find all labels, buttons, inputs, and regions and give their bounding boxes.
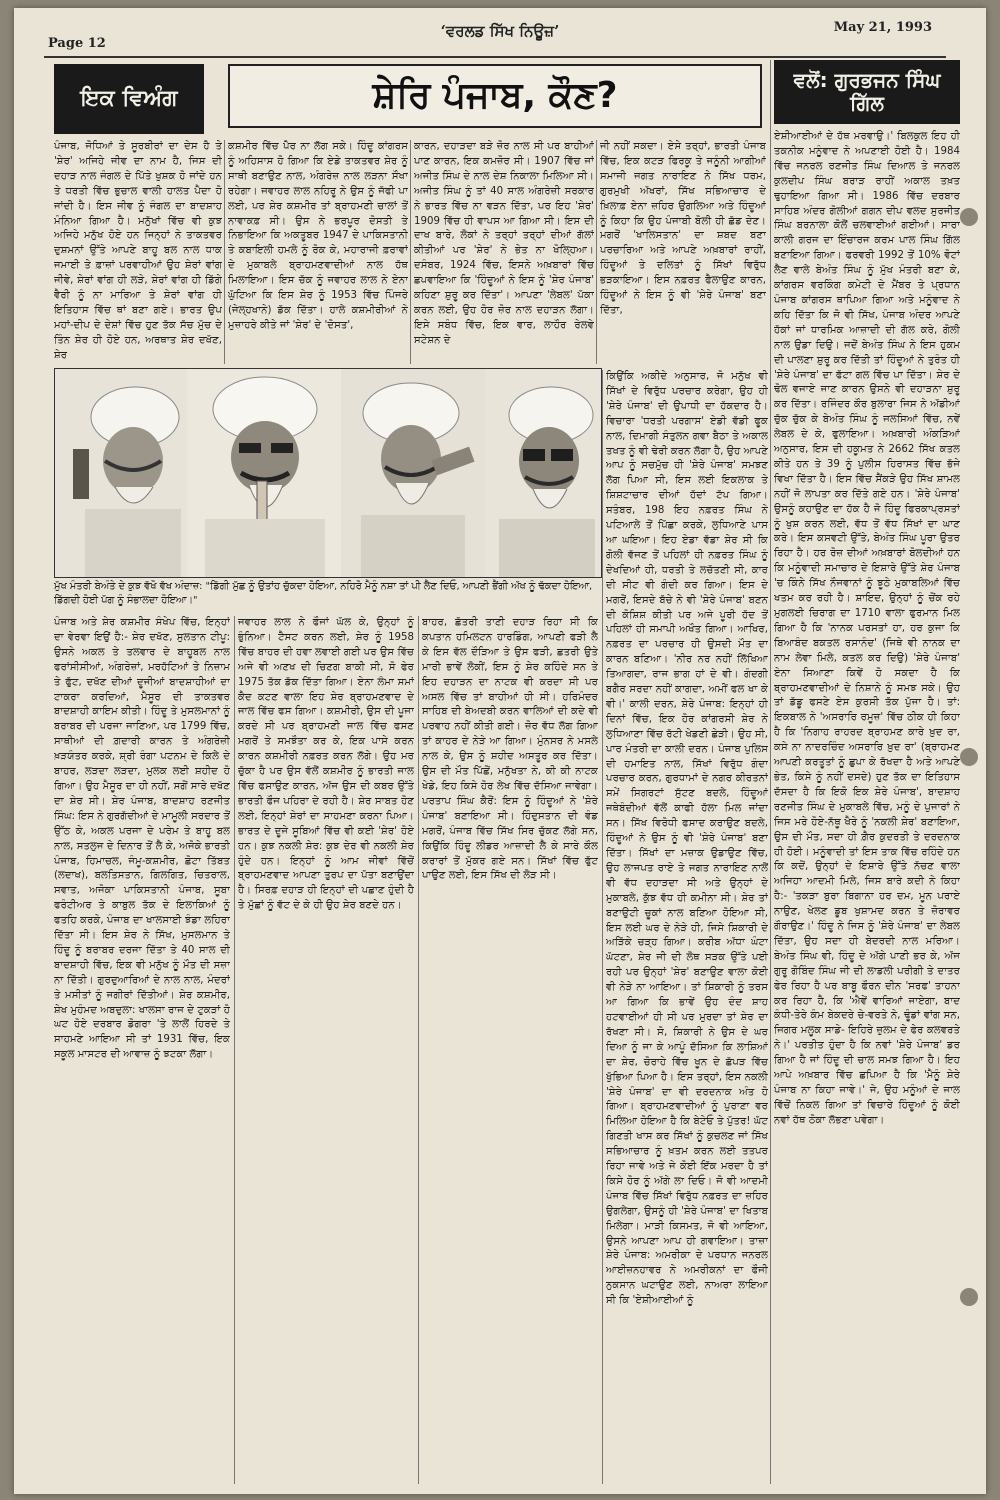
article-column-2 [228, 140, 408, 364]
article-column-7 [422, 616, 598, 1484]
photo-caption: ਮੁੱਖ ਮੰਤਰੀ ਬੇਅੰਤੇ ਦੇ ਕੁਝ ਵੱਖੋ ਵੱਖ ਅੰਦਾਜ਼: "ਡਿੱਗੀ ਮੁੱਛ ਨੂੰ ਉਤਾਂਹ ਚੁੱਕਦਾ ਹੋਇਆ, ਨਹਿਰੋ ਮੈਨੂੰ ਨਸ਼ਾ ਤਾਂ ਪੀ ਲੈਣ ਦਿਓ, ਆਪਣੀ ਭੈਂਗੀ ਅੱਖ ਨੂੰ ਢੱਕਦਾ ਹੋਇਆ, ਡਿੱਗਦੀ ਹੋਈ ਪੱਗ ਨੂੰ ਸੰਭਾਲਦਾ ਹੋਇਆ।" [54, 581, 593, 606]
column-divider [596, 140, 597, 364]
portrait-photo-1 [55, 369, 187, 577]
column-divider [410, 140, 411, 364]
article-column-5 [54, 616, 230, 1484]
article-column-right [774, 130, 960, 1484]
author-byline [774, 60, 960, 124]
article-headline [228, 64, 762, 128]
article-column-3 [414, 140, 594, 364]
column-text: ਜਵਾਹਰ ਲਾਲ ਨੇ ਫੌਜਾਂ ਘੱਲ ਕੇ, ਉਨ੍ਹਾਂ ਨੂੰ ਭੁੰਨਿਆ। ਟੈਸਟ ਕਰਨ ਲਈ, ਸ਼ੇਰ ਨੂੰ 1958 ਵਿੱਚ ਬਾਹਰ ਦੀ ਹਵਾ ਲਵਾਈ ਗਈ ਪਰ ਉਸ ਵਿੱਚ ਅਜੇ ਵੀ ਅਣਖ ਦੀ ਚਿਣਗ ਬਾਕੀ ਸੀ, ਸੋ ਫੇਰ 1975 ਤੱਕ ਡੱਕ ਦਿੱਤਾ ਗਿਆ। ਏਨਾ ਲੰਮਾ ਸਮਾਂ ਕੈਦ ਕਟਣ ਵਾਲਾ ਇਹ ਸ਼ੇਰ ਬ੍ਰਾਹਮਣਵਾਦ ਦੇ ਜਾਲ ਵਿੱਚ ਫਸ ਗਿਆ। ਕਸ਼ਮੀਰੀ, ਉਸ ਦੀ ਪੂਜਾ ਕਰਦੇ ਸੀ ਪਰ ਬ੍ਰਾਹਮਣੀ ਜਾਲ ਵਿੱਚ ਫਸਣ ਮਗਰੋਂ ਤੇ ਸਮਝੌਤਾ ਕਰ ਕੇ, ਇਕ ਪਾਸੇ ਕਰਨ ਕਾਰਨ ਕਸ਼ਮੀਰੀ ਨਫ਼ਰਤ ਕਰਨ ਲੱਗੇ। ਉਹ ਮਰ ਚੁੱਕਾ ਹੈ ਪਰ ਉਸ ਵੱਲੋਂ ਕਸ਼ਮੀਰ ਨੂੰ ਭਾਰਤੀ ਜਾਲ ਵਿੱਚ ਫਸਾਉਣ ਕਾਰਨ, ਅੱਜ ਉਸ ਦੀ ਕਬਰ ਉੱਤੇ ਭਾਰਤੀ ਫੌਜ ਪਹਿਰਾ ਦੇ ਰਹੀ ਹੈ। ਸ਼ੇਰ ਸਾਬਤ ਹੋਣ ਲਈ, ਇਨ੍ਹਾਂ ਸ਼ੇਰਾਂ ਦਾ ਸਾਹਮਣਾ ਕਰਨਾ ਪਿਆ। ਭਾਰਤ ਦੇ ਦੂਜੇ ਸੂਬਿਆਂ ਵਿੱਚ ਵੀ ਕਈ 'ਸ਼ੇਰ' ਹੋਏ ਹਨ। ਕੁਝ ਨਕਲੀ ਸ਼ੇਰ: ਕੁਝ ਦੇਰ ਵੀ ਨਕਲੀ ਸ਼ੇਰ ਹੁੰਦੇ ਹਨ। ਇਨ੍ਹਾਂ ਨੂੰ ਆਮ ਜੀਵਾਂ ਵਿੱਚੋਂ ਬ੍ਰਾਹਮਣਵਾਦ ਆਪਣਾ ਤੁਰਪ ਦਾ ਪੱਤਾ ਬਣਾਉਂਦਾ ਹੈ। ਸਿਰਫ਼ ਦਹਾੜ ਹੀ ਇਨ੍ਹਾਂ ਦੀ ਪਛਾਣ ਹੁੰਦੀ ਹੈ ਤੇ ਮੁੱਛਾਂ ਨੂੰ ਵੱਟ ਦੇ ਕੇ ਹੀ ਉਹ ਸ਼ੇਰ ਬਣਦੇ ਹਨ। [238, 617, 414, 912]
column-divider [224, 140, 225, 364]
photo-frame-2 [187, 369, 342, 577]
binder-hole [960, 1288, 978, 1306]
photo-frame-1 [55, 369, 188, 577]
masthead [14, 8, 986, 56]
article-column-1 [54, 140, 222, 364]
column-text: ਪੰਜਾਬ, ਜੋਧਿਆਂ ਤੇ ਸੂਰਬੀਰਾਂ ਦਾ ਦੇਸ ਹੈ ਤੇ 'ਸ਼ੇਰ' ਅਜਿਹੇ ਜੀਵ ਦਾ ਨਾਮ ਹੈ, ਜਿਸ ਦੀ ਦਹਾੜ ਨਾਲ ਜੰਗਲ ਦੇ ਪਿੱਤੇ ਖੁਸ਼ਕ ਹੋ ਜਾਂਦੇ ਹਨ ਤੇ ਧਰਤੀ ਵਿੱਚ ਭੁਚਾਲ ਵਾਲੀ ਹਾਲਤ ਪੈਦਾ ਹੋ ਜਾਂਦੀ ਹੈ। ਇਸ ਜੀਵ ਨੂੰ ਜੰਗਲ ਦਾ ਬਾਦਸ਼ਾਹ ਮੰਨਿਆ ਗਿਆ ਹੈ। ਮਨੁੱਖਾਂ ਵਿੱਚ ਵੀ ਕੁਝ ਅਜਿਹੇ ਮਨੁੱਖ ਹੋਏ ਹਨ ਜਿਨ੍ਹਾਂ ਨੇ ਤਾਕਤਵਰ ਦੁਸ਼ਮਨਾਂ ਉੱਤੇ ਆਪਣੇ ਬਾਹੂ ਬਲ ਨਾਲ ਧਾਕ ਜਮਾਈ ਤੇ ਫ਼ਾਜ਼ਾਂ ਪਰਵਾਹੀਆਂ ਉਹ ਸ਼ੇਰਾਂ ਵਾਂਗ ਜੀਵੇ, ਸ਼ੇਰਾਂ ਵਾਂਗ ਹੀ ਲੜੇ, ਸ਼ੇਰਾਂ ਵਾਂਗ ਹੀ ਡਿੱਗੇ ਵੈਰੀ ਨੂੰ ਨਾ ਮਾਰਿਆ ਤੇ ਸ਼ੇਰਾਂ ਵਾਂਗ ਹੀ ਇਤਿਹਾਸ ਵਿੱਚ ਥਾਂ ਬਣਾ ਗਏ। ਭਾਰਤ ਉਪ ਮਹਾਂ-ਦੀਪ ਦੇ ਦੇਸ਼ਾਂ ਵਿੱਚ ਹੁਣ ਤੱਕ ਸੱਚ ਮੁੱਚ ਦੇ ਤਿੰਨ ਸ਼ੇਰ ਹੀ ਹੋਏ ਹਨ, ਅਰਥਾਤ ਸ਼ੇਰ ਦਖੱਣ, ਸ਼ੇਰ [54, 141, 222, 361]
column-text: ਜੀ ਨਹੀਂ ਸਕਦਾ। ਏਸੇ ਤਰ੍ਹਾਂ, ਭਾਰਤੀ ਪੰਜਾਬ ਵਿੱਚ, ਇਕ ਕਟੜ ਫਿਰਕੂ ਤੇ ਜਨੂੰਨੀ ਆਗੀਆਂ ਸਮਾਜੀ ਜਗਤ ਨਾਰਾਇਣ ਨੇ ਸਿੱਖ ਧਰਮ, ਗੁਰਮੁਖੀ ਅੱਖਰਾਂ, ਸਿੱਖ ਸਭਿਆਚਾਰ ਦੇ ਖ਼ਿਲਾਫ਼ ਏਨਾ ਜ਼ਹਿਰ ਉਗਲਿਆ ਅਤੇ ਹਿੰਦੂਆਂ ਨੂੰ ਕਿਹਾ ਕਿ ਉਹ ਪੰਜਾਬੀ ਬੋਲੀ ਹੀ ਛੱਡ ਦੇਣ। ਮਗਰੋਂ 'ਖਾਲਿਸਤਾਨ' ਦਾ ਸ਼ਬਦ ਬਣਾ ਪਰਚਾਰਿਆ ਅਤੇ ਆਪਣੇ ਅਖ਼ਬਾਰਾਂ ਰਾਹੀਂ, ਹਿੰਦੂਆਂ ਤੇ ਦਲਿਤਾਂ ਨੂੰ ਸਿੱਖਾਂ ਵਿਰੁੱਧ ਭੜਕਾਇਆ। ਇਸ ਨਫ਼ਰਤ ਫੈਲਾਉਣ ਕਾਰਨ, ਹਿੰਦੂਆਂ ਨੇ ਇਸ ਨੂੰ ਵੀ 'ਸ਼ੇਰੇ ਪੰਜਾਬ' ਬਣਾ ਦਿੱਤਾ, [600, 141, 766, 316]
newspaper-name: ‘ਵਰਲਡ ਸਿੱਖ ਨਿਊਜ਼’ [440, 22, 560, 40]
portrait-photo-2 [187, 369, 341, 577]
author-byline-text: ਵਲੋਂ: ਗੁਰਭਜਨ ਸਿੰਘ ਗਿੱਲ [793, 68, 941, 115]
column-text: ਬਾਹਰ, ਛੱਤਰੀ ਤਾਣੀ ਦਹਾੜ ਰਿਹਾ ਸੀ ਕਿ ਕਪਤਾਨ ਹਮਿਲਟਨ ਹਾਰਡਿੰਗ, ਆਪਣੀ ਫੜੀ ਲੈ ਕੇ ਇਸ ਵੱਲ ਦੌੜਿਆ ਤੇ ਉਸ ਫੜੀ, ਛਤਰੀ ਉਤੇ ਮਾਰੀ ਭਾਵੇਂ ਲੋਕੀਂ, ਇਸ ਨੂੰ ਸ਼ੇਰ ਕਹਿੰਦੇ ਸਨ ਤੇ ਇਹ ਦਹਾੜਨ ਦਾ ਨਾਟਕ ਵੀ ਕਰਦਾ ਸੀ ਪਰ ਅਸਲ ਵਿੱਚ ਤਾਂ ਬਾਹੀਆਂ ਹੀ ਸੀ। ਹਰਿਮੰਦਰ ਸਾਹਿਬ ਦੀ ਬੇਅਦਬੀ ਕਰਨ ਵਾਲਿਆਂ ਦੀ ਕਦੇ ਵੀ ਪਰਵਾਹ ਨਹੀਂ ਕੀਤੀ ਗਈ। ਜ਼ੋਰ ਵੱਧ ਲੱਗ ਗਿਆ ਤਾਂ ਕਾਹਰ ਦੇ ਨੇੜੇ ਆ ਗਿਆ। ਮੁੰਨਸਰ ਨੇ ਮਸਲੇ ਨਾਲ ਕੇ, ਉਸ ਨੂੰ ਸ਼ਹੀਦ ਅਸਤੂਰ ਕਰ ਦਿੱਤਾ। ਉਸ ਦੀ ਮੌਤ ਪਿੱਛੋਂ, ਮਨੁੱਖਤਾ ਨੇ, ਕੀ ਕੀ ਨਾਟਕ ਖੇਡੇ, ਇਹ ਕਿਸੇ ਹੋਰ ਲੇਖ ਵਿੱਚ ਦੱਸਿਆ ਜਾਵੇਗਾ। ਪਰਤਾਪ ਸਿੰਘ ਕੈਰੋਂ: ਇਸ ਨੂੰ ਹਿੰਦੂਆਂ ਨੇ 'ਸ਼ੇਰੇ ਪੰਜਾਬ' ਬਣਾਇਆ ਸੀ। ਹਿੰਦੁਸਤਾਨ ਦੀ ਵੰਡ ਮਗਰੋਂ, ਪੰਜਾਬ ਵਿੱਚ ਸਿੱਖ ਸਿਰ ਚੁੱਕਣ ਲੱਗੇ ਸਨ, ਕਿਉਂਕਿ ਹਿੰਦੂ ਲੀਡਰ ਆਜ਼ਾਦੀ ਲੈ ਕੇ ਸਾਰੇ ਕੌਲ ਕਰਾਰਾਂ ਤੋਂ ਮੁੱਕਰ ਗਏ ਸਨ। ਸਿੱਖਾਂ ਵਿੱਚ ਫੁੱਟ ਪਾਉਣ ਲਈ, ਇਸ ਸਿੱਖ ਦੀ ਲੋੜ ਸੀ। [422, 617, 598, 882]
issue-date: May 21, 1993 [833, 20, 932, 35]
photo-strip [54, 368, 602, 578]
page-number: Page 12 [48, 36, 106, 51]
column-text: ਕਾਰਨ, ਦਹਾੜਦਾ ਬੜੇ ਜ਼ੋਰ ਨਾਲ ਸੀ ਪਰ ਬਾਹੀਆਂ ਪਾਣ ਕਾਰਨ, ਇਕ ਕਮਜ਼ੋਰ ਸੀ। 1907 ਵਿੱਚ ਜਾਂ ਅਜੀਤ ਸਿੰਘ ਦੇ ਨਾਲ ਦੇਸ਼ ਨਿਕਾਲਾ ਮਿਲਿਆ ਸੀ। ਅਜੀਤ ਸਿੰਘ ਨੂੰ ਤਾਂ 40 ਸਾਲ ਅੰਗਰੇਜ਼ੀ ਸਰਕਾਰ ਨੇ ਭਾਰਤ ਵਿੱਚ ਨਾ ਵੜਨ ਦਿੱਤਾ, ਪਰ ਇਹ 'ਸ਼ੇਰ' 1909 ਵਿੱਚ ਹੀ ਵਾਪਸ ਆ ਗਿਆ ਸੀ। ਇਸ ਦੀ ਦਾਖ ਬਾਰੇ, ਲੋਕਾਂ ਨੇ ਤਰ੍ਹਾਂ ਤਰ੍ਹਾਂ ਦੀਆਂ ਗੱਲਾਂ ਕੀਤੀਆਂ ਪਰ 'ਸ਼ੇਰ' ਨੇ ਭੇਤ ਨਾ ਖੋਲ੍ਹਿਆ। ਦਸੰਬਰ, 1924 ਵਿੱਚ, ਇਸਨੇ ਅਖ਼ਬਾਰਾਂ ਵਿੱਚ ਛਪਵਾਇਆ ਕਿ 'ਹਿੰਦੂਆਂ ਨੇ ਇਸ ਨੂੰ 'ਸ਼ੇਰ ਪੰਜਾਬ' ਕਹਿਣਾ ਸ਼ੁਰੂ ਕਰ ਦਿੱਤਾ'। ਆਪਣਾ 'ਲੇਬਲ' ਪੱਕਾ ਕਰਨ ਲਈ, ਉਹ ਹੋਰ ਜ਼ੋਰ ਨਾਲ ਦਹਾੜਨ ਲੱਗਾ। ਇਸੇ ਸਬੰਧ ਵਿੱਚ, ਇਕ ਵਾਰ, ਲਾਹੌਰ ਰੇਲਵੇ ਸਟੇਸ਼ਨ ਦੇ [414, 141, 594, 346]
portrait-photo-4 [485, 369, 601, 577]
binder-hole [960, 748, 978, 766]
masthead-rule [44, 56, 946, 58]
newspaper-page [14, 8, 986, 1494]
column-text: ਕਿਉਂਕਿ ਅਕੀਦੇ ਅਨੁਸਾਰ, ਜੋ ਮਨੁੱਖ ਵੀ ਸਿੱਖਾਂ ਦੇ ਵਿਰੁੱਧ ਪਰਚਾਰ ਕਰੇਗਾ, ਉਹ ਹੀ 'ਸ਼ੇਰੇ ਪੰਜਾਬ' ਦੀ ਉਪਾਧੀ ਦਾ ਹੱਕਦਾਰ ਹੈ। ਵਿਚਾਰਾ 'ਧਰਤੀ ਪਰਗਾਸ' ਏਡੀ ਵੱਡੀ ਫੂਕ ਨਾਲ, ਦਿਮਾਗੀ ਸੰਤੁਲਨ ਗਵਾ ਬੈਠਾ ਤੇ ਅਕਾਲ ਤਖਤ ਨੂੰ ਵੀ ਢੇਰੀ ਕਰਨ ਲੱਗਾ ਹੈ, ਉਹ ਆਪਣੇ ਆਪ ਨੂੰ ਸਚਮੁੱਚ ਹੀ 'ਸ਼ੇਰੇ ਪੰਜਾਬ' ਸਮਝਣ ਲੱਗ ਪਿਆ ਸੀ, ਇਸ ਲਈ ਇਕਲਾਕ ਤੇ ਸ਼ਿਸ਼ਟਾਚਾਰ ਦੀਆਂ ਹੱਦਾਂ ਟੱਪ ਗਿਆ। ਸਤੰਬਰ, 198 ਇਹ ਨਫ਼ਰਤ ਸਿੰਘ ਨੇ ਪਟਿਆਲੇ ਤੋਂ ਪਿੱਛਾ ਕਰਕੇ, ਲੁਧਿਆਣੇ ਪਾਸ ਆ ਘਇਆ। ਇਹ ਏਡਾ ਵੱਡਾ ਸ਼ੇਰ ਸੀ ਕਿ ਗੋਲੀ ਵੱਜਣ ਤੋਂ ਪਹਿਲਾਂ ਹੀ ਨਫ਼ਰਤ ਸਿੰਘ ਨੂੰ ਦੇਖਦਿਆਂ ਹੀ, ਧਰਤੀ ਤੇ ਲਚੱਤਣੀ ਸੀ, ਕਾਰ ਦੀ ਸੀਟ ਵੀ ਗੰਦੀ ਕਰ ਗਿਆ। ਇਸ ਦੇ ਮਗਰੋਂ, ਇਸਦੇ ਬੱਚੇ ਨੇ ਵੀ 'ਸ਼ੇਰੇ ਪੰਜਾਬ' ਬਣਨ ਦੀ ਕੋਸ਼ਿਸ਼ ਕੀਤੀ ਪਰ ਅਜੇ ਪੂਰੀ ਹੱਦ ਤੋਂ ਪਹਿਲਾਂ ਹੀ ਸਮਾਪੀ ਅਖੌਤ ਗਿਆ। ਆਖਿਰ, ਨਫ਼ਰਤ ਦਾ ਪਰਚਾਰ ਹੀ ਉਸਦੀ ਮੌਤ ਦਾ ਕਾਰਨ ਬਣਿਆ। 'ਨੀਰ ਨਰ ਨਹੀਂ ਲਿੱਖਿਆ ਤਿਆਗਦਾ, ਰਾਜ ਭਾਗ ਹਾਂ ਦੇ ਵੀ। ਗੰਦਗੀ ਬਗੈਰ ਸਰਦਾ ਨਹੀਂ ਕਾਗਦਾ, ਅਮੀਂ ਫਲ ਖਾ ਕੇ ਵੀ।' ਕਾਲੀ ਦਰਨ, ਸ਼ੇਰੇ ਪੰਜਾਬ: ਇਨ੍ਹਾਂ ਹੀ ਦਿਨਾਂ ਵਿੱਚ, ਇਕ ਹੋਰ ਕਾਂਗਰਸੀ ਸ਼ੇਰ ਨੇ ਲੁਧਿਆਣਾ ਵਿੱਚ ਰੱਟੀ ਖੇਡਣੀ ਛੇੜੀ। ਉਹ ਸੀ, ਪਾਰ ਮੰਤਰੀ ਦਾ ਕਾਲੀ ਦਰਨ। ਪੰਜਾਬ ਪੁਲਿਸ ਦੀ ਹਮਾਇਤ ਨਾਲ, ਸਿੱਖਾਂ ਵਿਰੁੱਧ ਗੰਦਾ ਪਰਚਾਰ ਕਰਨ, ਗੁਰਧਾਮਾਂ ਦੇ ਨਗਰ ਕੀਰਤਨਾਂ ਸਮੇਂ ਸਿਗਰਟਾਂ ਸੁੱਟਣ ਬਦਲੇ, ਹਿੰਦੂਆਂ ਜਥੇਬੰਦੀਆਂ ਵੱਲੋਂ ਕਾਫੀ ਹੱਲਾ ਮਿਲ ਜਾਂਦਾ ਸਨ। ਸਿੱਖ ਵਿਰੋਧੀ ਫਸਾਦ ਕਰਾਉਣ ਬਦਲੇ, ਹਿੰਦੂਆਂ ਨੇ ਉਸ ਨੂੰ ਵੀ 'ਸ਼ੇਰੇ ਪੰਜਾਬ' ਬਣਾ ਦਿੱਤਾ। ਸਿੱਖਾਂ ਦਾ ਮਜ਼ਾਕ ਉਡਾਉਣ ਵਿੱਚ, ਉਹ ਲਾਜਪਤ ਰਾਏ ਤੇ ਜਗਤ ਨਾਰਾਇਣ ਨਾਲੋਂ ਵੀ ਵੱਧ ਦਹਾੜਦਾ ਸੀ ਅਤੇ ਉਨ੍ਹਾਂ ਦੇ ਮੁਕਾਬਲੇ, ਕੁੱਝ ਵੱਧ ਹੀ ਕਮੀਨਾ ਸੀ। ਸ਼ੇਰ ਤਾਂ ਬਣਾਉਟੀ ਚੂਕਾਂ ਨਾਲ ਬਣਿਆ ਹੋਇਆ ਸੀ, ਇਸ ਲਈ ਘਰ ਦੇ ਨੇੜੇ ਹੀ, ਜਿਸੇ ਸ਼ਿਕਾਰੀ ਦੇ ਅੜਿੱਕੇ ਚੜ੍ਹ ਗਿਆ। ਕਰੀਬ ਅੱਧਾ ਘੰਟਾ ਘੱਟਣਾ, ਸ਼ੇਰ ਜੀ ਦੀ ਲੋਥ ਸੜਕ ਉੱਤੇ ਪਈ ਰਹੀ ਪਰ ਉਨ੍ਹਾਂ 'ਸ਼ੇਰ' ਬਣਾਉਣ ਵਾਲਾ ਕੋਈ ਵੀ ਨੇੜੇ ਨਾ ਆਇਆ। ਤਾਂ ਸ਼ਿਕਾਰੀ ਨੂੰ ਤਰਸ ਆ ਗਿਆ ਕਿ ਭਾਵੇਂ ਉਹ ਦੰਦ ਸ਼ਾਹ ਹਟਵਾਈਆਂ ਹੀ ਸੀ ਪਰ ਮੁਰਦਾ ਤਾਂ ਸ਼ੇਰ ਦਾ ਰੱਖਣਾ ਸੀ। ਸੋ, ਸ਼ਿਕਾਰੀ ਨੇ ਉਸ ਦੇ ਘਰ ਦਿਆ ਨੂੰ ਜਾ ਕੇ ਆਪੂੰ ਦੱਸਿਆ ਕਿ ਲਾਸ਼ਿਆਂ ਦਾ ਸ਼ੇਰ, ਚੋਰਾਹੇ ਵਿੱਚ ਖੂਨ ਦੇ ਛੱਪੜ ਵਿੱਚ ਖੁੱਭਿਆ ਪਿਆ ਹੈ। ਇਸ ਤਰ੍ਹਾਂ, ਇਸ ਨਕਲੀ 'ਸ਼ੇਰੇ ਪੰਜਾਬ' ਦਾ ਵੀ ਦਰਦਨਾਕ ਅੰਤ ਹੋ ਗਿਆ। ਬ੍ਰਾਹਮਣਵਾਦੀਆਂ ਨੂੰ ਪੁਰਾਣਾ ਵਰ ਮਿਲਿਆ ਹੋਇਆ ਹੈ ਕਿ ਬੇਟੇਓ ਤੇ ਪੁੱਤਰ! ਘੱਟ ਗਿਣਤੀ ਖਾਸ ਕਰ ਸਿੱਖਾਂ ਨੂੰ ਕੁਚਲਣ ਜਾਂ ਸਿੱਖ ਸਭਿਆਚਾਰ ਨੂੰ ਖ਼ਤਮ ਕਰਨ ਲਈ ਤਤਪਰ ਰਿਹਾ ਜਾਵੇ ਅਤੇ ਜੇ ਕੋਈ ਇੱਕ ਮਰਦਾ ਹੈ ਤਾਂ ਕਿਸੇ ਹੋਰ ਨੂੰ ਅੱਗੇ ਲਾ ਦਿਓ। ਜੋ ਵੀ ਆਦਮੀ ਪੰਜਾਬ ਵਿੱਚ ਸਿੱਖਾਂ ਵਿਰੁੱਧ ਨਫ਼ਰਤ ਦਾ ਜ਼ਹਿਰ ਉਗਲੇਗਾ, ਉਸਨੂੰ ਹੀ 'ਸ਼ੇਰੇ ਪੰਜਾਬ' ਦਾ ਖਿਤਾਬ ਮਿਲੇਗਾ। ਮਾੜੀ ਕਿਸਮਤ, ਜੋ ਵੀ ਆਇਆ, ਉਸਨੇ ਆਪਣਾ ਆਪ ਹੀ ਗਵਾਇਆ। ਤਾਜ਼ਾ ਸ਼ੇਰੇ ਪੰਜਾਬ: ਅਮਰੀਕਾ ਦੇ ਪਰਧਾਨ ਜਨਰਲ ਆਈਜ਼ਨਹਾਵਰ ਨੇ ਅਮਰੀਕਨਾਂ ਦਾ ਫੌਜੀ ਨੁਕਸਾਨ ਘਟਾਉਣ ਲਈ, ਨਾਅਰਾ ਲਾਇਆ ਸੀ ਕਿ 'ਏਸ਼ੀਆਈਆਂ ਨੂੰ [606, 371, 768, 1307]
column-text: ਪੰਜਾਬ ਅਤੇ ਸ਼ੇਰ ਕਸ਼ਮੀਰ ਸੰਖੇਪ ਵਿੱਚ, ਇਨ੍ਹਾਂ ਦਾ ਵੇਰਵਾ ਇਉਂ ਹੈ:- ਸ਼ੇਰ ਦਖੱਣ, ਸੁਲਤਾਨ ਟੀਪੂ: ਉਸਨੇ ਅਕਲ ਤੇ ਤਲਵਾਰ ਦੇ ਬਾਹੂਬਲ ਨਾਲ ਫਰਾਂਸੀਸੀਆਂ, ਅੰਗਰੇਜ਼ਾਂ, ਮਰਹੱਟਿਆਂ ਤੇ ਨਿਜ਼ਾਮ ਤੇ ਫੁੱਟ, ਦਖੱਣ ਦੀਆਂ ਦੂਜੀਆਂ ਬਾਦਸ਼ਾਹੀਆਂ ਦਾ ਟਾਕਰਾ ਕਰਦਿਆਂ, ਮੈਸੂਰ ਦੀ ਤਾਕਤਵਰ ਬਾਦਸ਼ਾਹੀ ਕਾਇਮ ਕੀਤੀ। ਹਿੰਦੂ ਤੇ ਮੁਸਲਮਾਨਾਂ ਨੂੰ ਬਰਾਬਰ ਦੀ ਪਰਜਾ ਜਾਣਿਆ, ਪਰ 1799 ਵਿੱਚ, ਸਾਥੀਆਂ ਦੀ ਗ਼ਦਾਰੀ ਕਾਰਨ ਤੇ ਅੰਗਰੇਜ਼ੀ ਖ਼ੜਯੰਤਰ ਕਰਕੇ, ਸ਼੍ਰੀ ਰੰਗਾ ਪਟਨਮ ਦੇ ਕਿਲੇ ਦੇ ਬਾਹਰ, ਲੜਦਾ ਲੜਦਾ, ਮੁਲਕ ਲਈ ਸ਼ਹੀਦ ਹੋ ਗਿਆ। ਉਹ ਮੈਸੂਰ ਦਾ ਹੀ ਨਹੀਂ, ਸਗੋਂ ਸਾਰੇ ਦਖੱਣ ਦਾ ਸ਼ੇਰ ਸੀ। ਸ਼ੇਰ ਪੰਜਾਬ, ਬਾਦਸ਼ਾਹ ਰਣਜੀਤ ਸਿੰਘ: ਇਸ ਨੇ ਗੁਰਗੱਦੀਆਂ ਦੇ ਮਾਮੂਲੀ ਸਰਦਾਰ ਤੋਂ ਉੱਠ ਕੇ, ਅਕਲ ਪਰਜਾ ਦੇ ਪਰੇਮ ਤੇ ਬਾਹੂ ਬਲ ਨਾਲ, ਸਤਲੁਜ ਦੇ ਦਿਨਾਰ ਤੋਂ ਲੈ ਕੇ, ਅਜੋਕੇ ਭਾਰਤੀ ਪੰਜਾਬ, ਹਿਮਾਚਲ, ਜੰਮੂ-ਕਸ਼ਮੀਰ, ਛੋਟਾ ਤਿੱਬਤ (ਲਦਾਖ), ਬਲਤਿਸਤਾਨ, ਗਿਲਗਿਤ, ਚਿਤਰਾਲ, ਸਵਾਤ, ਅਜੋਕਾ ਪਾਕਿਸਤਾਨੀ ਪੰਜਾਬ, ਸੂਬਾ ਫਰੰਟੀਅਰ ਤੇ ਕਾਬੁਲ ਤੱਕ ਦੇ ਇਲਾਕਿਆਂ ਨੂੰ ਫਤਹਿ ਕਰਕੇ, ਪੰਜਾਬ ਦਾ ਖਾਲਸਾਈ ਝੰਡਾ ਲਹਿਰਾ ਦਿੱਤਾ ਸੀ। ਇਸ ਸ਼ੇਰ ਨੇ ਸਿੱਖ, ਮੁਸਲਮਾਨ ਤੇ ਹਿੰਦੂ ਨੂੰ ਬਰਾਬਰ ਦਰਜਾ ਦਿੱਤਾ ਤੇ 40 ਸਾਲ ਦੀ ਬਾਦਸ਼ਾਹੀ ਵਿੱਚ, ਇਕ ਵੀ ਮਨੁੱਖ ਨੂੰ ਮੌਤ ਦੀ ਸਜ਼ਾ ਨਾ ਦਿੱਤੀ। ਗੁਰਦੁਆਰਿਆਂ ਦੇ ਨਾਲ ਨਾਲ, ਮੰਦਰਾਂ ਤੇ ਮਸੀਤਾਂ ਨੂੰ ਜਗੀਰਾਂ ਦਿੱਤੀਆਂ। ਸ਼ੇਰ ਕਸ਼ਮੀਰ, ਸ਼ੇਖ ਮੁਹੰਮਦ ਅਬਦੁਲਾ: ਖਾਲਸਾ ਰਾਜ ਦੇ ਟੁਕੜਾਂ ਹੋ ਘਟ ਹੋਏ ਦਰਬਾਰ ਡੋਗਰਾ 'ਤੇ ਲਾਲੋਂ ਹਿਰਦੇ ਤੇ ਸਾਹਮਣੇ ਆਇਆ ਸੀ ਤਾਂ 1931 ਵਿੱਚ, ਇਕ ਸਕੂਲ ਮਾਸਟਰ ਦੀ ਆਵਾਜ਼ ਨੂੰ ਝਟਕਾ ਲੱਗਾ। [54, 617, 230, 1061]
headline-text: ਸ਼ੇਰਿ ਪੰਜਾਬ, ਕੌਣ? [372, 75, 618, 116]
article-column-4-top [600, 140, 766, 364]
column-divider [234, 616, 235, 1484]
photo-frame-4 [485, 369, 601, 577]
photo-frame-3 [341, 369, 486, 577]
column-text: ਏਸ਼ੀਆਈਆਂ ਦੇ ਹੱਥ ਮਰਵਾਉ।' ਬਿਲਕੁਲ ਇਹ ਹੀ ਤਕਨੀਕ ਮਨੂੰਵਾਦ ਨੇ ਅਪਣਾਈ ਹੋਈ ਹੈ। 1984 ਵਿੱਚ ਜਨਰਲ ਰਣਜੀਤ ਸਿੰਘ ਦਿਆਲ ਤੇ ਜਨਰਲ ਕੁਲਦੀਪ ਸਿੰਘ ਬਰਾੜ ਰਾਹੀਂ ਅਕਾਲ ਤਖ਼ਤ ਢੁਹਾਇਆ ਗਿਆ ਸੀ। 1986 ਵਿੱਚ ਦਰਬਾਰ ਸਾਹਿਬ ਅੰਦਰ ਗੋਲੀਆਂ ਗਗਨ ਦੀਪ ਵਲਦ ਸੁਰਜੀਤ ਸਿੰਘ ਬਰਨਾਲਾ ਕੋਲੋਂ ਚਲਵਾਈਆਂ ਗਈਆਂ। ਸਾਰਾ ਕਾਲੀ ਗਰਜ ਦਾ ਇੰਚਾਰਜ ਕਰਮ ਪਾਲ ਸਿੰਘ ਗਿੱਲ ਬਣਾਇਆ ਗਿਆ। ਫਰਵਰੀ 1992 ਤੋਂ 10% ਵੋਟਾਂ ਲੈਣ ਵਾਲੇ ਬੇਅੰਤ ਸਿੰਘ ਨੂੰ ਮੁੱਖ ਮੰਤਰੀ ਬਣਾ ਕੇ, ਕਾਂਗਰਸ ਵਰਕਿੰਗ ਕਮੇਟੀ ਦੇ ਮੈਂਬਰ ਤੇ ਪ੍ਰਧਾਨ ਪੰਜਾਬ ਕਾਂਗਰਸ ਥਾਪਿਆ ਗਿਆ ਅਤੇ ਮਨੂੰਵਾਦ ਨੇ ਕਹਿ ਦਿੱਤਾ ਕਿ ਜੋ ਵੀ ਸਿੱਖ, ਪੰਜਾਬ ਅੰਦਰ ਆਪਣੇ ਹੱਕਾਂ ਜਾਂ ਧਾਰਮਿਕ ਆਜ਼ਾਦੀ ਦੀ ਗੱਲ ਕਰੇ, ਗੋਲੀ ਨਾਲ ਉਡਾ ਦਿਉ। ਜਦੋਂ ਬੇਅੰਤ ਸਿੰਘ ਨੇ ਇਸ ਹੁਕਮ ਦੀ ਪਾਲਣਾ ਸ਼ੁਰੂ ਕਰ ਦਿੱਤੀ ਤਾਂ ਹਿੰਦੂਆਂ ਨੇ ਤੁਰੰਤ ਹੀ 'ਸ਼ੇਰੇ ਪੰਜਾਬ' ਦਾ ਫੱਟਾ ਗਲ ਵਿੱਚ ਪਾ ਦਿੱਤਾ। ਸ਼ੇਰ ਦੇ ਢੋਲ ਵਜਾਏ ਜਾਣ ਕਾਰਨ ਉਸਨੇ ਵੀ ਦਹਾੜਨਾ ਸ਼ੁਰੂ ਕਰ ਦਿੱਤਾ। ਰਜਿੰਦਰ ਕੌਰ ਬੁਲਾਰਾ ਜਿਸ ਨੇ ਅੱਡੀਆਂ ਚੁੱਕ ਚੁੱਕ ਕੇ ਬੇਅੰਤ ਸਿੰਘ ਨੂੰ ਜਲਸਿਆਂ ਵਿੱਚ, ਨਵੇਂ ਲੇਬਲ ਦੇ ਕੇ, ਫੁਲਾਇਆ। ਅਖ਼ਬਾਰੀ ਅੰਕੜਿਆਂ ਅਨੁਸਾਰ, ਇਸ ਦੀ ਹਕੂਮਤ ਨੇ 2662 ਸਿੱਖ ਕਤਲ ਕੀਤੇ ਹਨ ਤੇ 39 ਨੂੰ ਪੁਲੀਸ ਹਿਰਾਸਤ ਵਿੱਚ ਭੱਜੇ ਵਿਖਾ ਦਿੱਤਾ ਹੈ। ਇਸ ਵਿੱਚ ਸੈਂਕੜੇ ਉਹ ਸਿੱਖ ਸ਼ਾਮਲ ਨਹੀਂ ਜੋ ਲਾਪਤਾ ਕਰ ਦਿੱਤੇ ਗਏ ਹਨ। 'ਸ਼ੇਰੇ ਪੰਜਾਬ' ਉਸਨੂੰ ਕਹਾਉਣ ਦਾ ਹੱਕ ਹੈ ਜੋ ਹਿੰਦੂ ਫਿਰਕਾਪ੍ਰਸਤਾਂ ਨੂੰ ਖੁਸ਼ ਕਰਨ ਲਈ, ਵੱਧ ਤੋਂ ਵੱਧ ਸਿੱਖਾਂ ਦਾ ਘਾਣ ਕਰੇ। ਇਸ ਕਸਵਟੀ ਉੱਤੇ, ਬੇਅੰਤ ਸਿੰਘ ਪੂਰਾ ਉਤਰ ਰਿਹਾ ਹੈ। ਹਰ ਰੋਜ਼ ਦੀਆਂ ਅਖ਼ਬਾਰਾਂ ਬੋਲਦੀਆਂ ਹਨ ਕਿ ਮਨੂੰਵਾਦੀ ਸਮਾਚਾਰ ਦੇ ਇਸ਼ਾਰੇ ਉੱਤੇ ਸ਼ੇਰ ਪੰਜਾਬ 'ਚ ਕਿੰਨੇ ਸਿੱਖ ਨੌਜਵਾਨਾਂ ਨੂੰ ਝੂਠੇ ਮੁਕਾਬਲਿਆਂ ਵਿੱਚ ਖਤਮ ਕਰ ਰਹੀ ਹੈ। ਸ਼ਾਇਦ, ਉਨ੍ਹਾਂ ਨੂੰ ਚੋਂਕ ਰਹੇ ਮੁਗਲਈ ਚਿਰਾਗ ਦਾ 1710 ਵਾਲਾ ਫੁਰਮਾਨ ਮਿਲ ਗਿਆ ਹੈ ਕਿ 'ਨਾਨਕ ਪਰਸਤਾਂ ਹਾ, ਹਰ ਕੁਜਾ ਕਿ ਬਿਆਬੰਦ ਬਕਤਲ ਰਸਾਨੰਦ' (ਜਿਥੇ ਵੀ ਨਾਨਕ ਦਾ ਨਾਮ ਲੇਵਾ ਮਿਲੇ, ਕਤਲ ਕਰ ਦਿਉ) 'ਸ਼ੇਰੇ ਪੰਜਾਬ' ਏਨਾ ਸਿਆਣਾ ਕਿਵੇਂ ਹੋ ਸਕਦਾ ਹੈ ਕਿ ਬ੍ਰਾਹਮਣਵਾਦੀਆਂ ਦੇ ਨਿਸ਼ਾਨੇ ਨੂੰ ਸਮਝ ਸਕੇ। ਉਹ ਤਾਂ ਡੱਡੂ ਫਸਣੇ ਏਸ ਕੁਰਸੀ ਤੱਕ ਪੁੱਜਾ ਹੈ। ਤਾਂ: ਇਕਬਾਲ ਨੇ 'ਅਸਰਾਰਿ ਰਮੂਜ਼' ਵਿੱਚ ਠੀਕ ਹੀ ਕਿਹਾ ਹੈ ਕਿ 'ਨਿਗਾਹ ਰਾਹਰਦ ਬ੍ਰਾਹਮਣ ਕਾਰੇ ਖ਼ੁਦ ਰਾ, ਕਸੇ ਨਾ ਨਾਦਰਚਿੰਦ ਅਸਰਾਰਿ ਖ਼ੁਦ ਰਾ' (ਬ੍ਰਾਹਮਣ ਆਪਣੀ ਕਰਤੂਤਾਂ ਨੂੰ ਛੁਪਾ ਕੇ ਰੱਖਦਾ ਹੈ ਅਤੇ ਆਪਣੇ ਭੇਤ, ਕਿਸੇ ਨੂੰ ਨਹੀਂ ਦਸਦੇ) ਹੁਣ ਤੱਕ ਦਾ ਇਤਿਹਾਸ ਦੱਸਦਾ ਹੈ ਕਿ ਇਕੋ ਇਕ ਸ਼ੇਰੇ ਪੰਜਾਬ', ਬਾਦਸ਼ਾਹ ਰਣਜੀਤ ਸਿੰਘ ਦੇ ਮੁਕਾਬਲੇ ਵਿੱਚ, ਮਨੂੰ ਦੇ ਪੁਜਾਰਾਂ ਨੇ ਜਿਸ ਮਰੇ ਹੋਏ-ਨੱਥੂ ਖੈਰੇ ਨੂੰ 'ਨਕਲੀ ਸ਼ੇਰ' ਬਣਾਇਆ, ਉਸ ਦੀ ਮੌਤ, ਸਦਾ ਹੀ ਗ਼ੈਰ ਕੁਦਰਤੀ ਤੇ ਦਰਦਨਾਕ ਹੀ ਹੋਈ। ਮਨੂੰਵਾਦੀ ਤਾਂ ਇਸ ਤਾਕ ਵਿੱਚ ਰਹਿੰਦੇ ਹਨ ਕਿ ਕਦੋਂ, ਉਨ੍ਹਾਂ ਦੇ ਇਸ਼ਾਰੇ ਉੱਤੇ ਨੱਚਣ ਵਾਲਾ ਅਜਿਹਾ ਆਦਮੀ ਮਿਲੇ, ਜਿਸ ਬਾਰੇ ਕਦੀ ਨੇ ਕਿਹਾ ਹੈ:- 'ਤਕੜਾ ਬੁਰਾ ਬਿਗਾਨਾ ਹਰ ਦਮ, ਮੂਨ ਪਰਾਏ ਨਾਉਣ, ਖੇਲਣ ਡੂਬ ਖੁਸ਼ਾਮਦ ਕਰਨ ਤੇ ਜ਼ੋਰਾਵਰ ਗੌਰਾਉਣ।' ਹਿੰਦੂ ਨੇ ਜਿਸ ਨੂੰ 'ਸ਼ੇਰੇ ਪੰਜਾਬ' ਦਾ ਲੇਬਲ ਦਿੱਤਾ, ਉਹ ਸਦਾ ਹੀ ਬੇਦਰਦੀ ਨਾਲ ਮਰਿਆ। ਬੇਅੰਤ ਸਿੰਘ ਵੀ, ਹਿੰਦੂ ਦੇ ਅੱਗੇ ਪਾਣੀ ਭਰ ਕੇ, ਅੱਜ ਗੁਰੂ ਗੋਬਿੰਦ ਸਿੰਘ ਜੀ ਦੀ ਲਾਡਲੀ ਪਰੀਗੀ ਤੇ ਦਾਤਰ ਫੇਰ ਰਿਹਾ ਹੈ ਪਰ ਬਾਬੂ ਫੌਰਨ ਦੀਨ 'ਸਰਫ' ਤਾਹਨਾ ਕਰ ਰਿਹਾ ਹੈ, ਕਿ 'ਐਵੇਂ ਵਾਰਿਆਂ ਜਾਏਗਾ, ਬਾਦ ਕੰਧੀ-ਤੇਰੇ ਕੰਮ ਬੇਕਦਰੇ ਚੇ-ਵਰਤੇ ਨੇ, ਢੂੰਡਾਂ ਵਾਂਗ ਸਨ, ਜਿਗਰ ਮਲੂਕ ਸਾਡੇ- ਇਹਿਰੇ ਜ਼ੁਲਮ ਦੇ ਫੇਰ ਕਲਵਰਤੇ ਨੇ।' ਪਰਤੀਤ ਹੁੰਦਾ ਹੈ ਕਿ ਨਵਾਂ 'ਸ਼ੇਰੇ ਪੰਜਾਬ' ਡਰ ਗਿਆ ਹੈ ਜਾਂ ਹਿੰਦੂ ਦੀ ਚਾਲ ਸਮਝ ਗਿਆ ਹੈ। ਇਹ ਆਪੇ ਅਖ਼ਬਾਰ ਵਿੱਚ ਛਪਿਆ ਹੈ ਕਿ 'ਮੈਨੂੰ ਸ਼ੇਰੇ ਪੰਜਾਬ ਨਾ ਕਿਹਾ ਜਾਵੇ।' ਜੇ, ਉਹ ਮਨੂੰਆਂ ਦੇ ਜਾਲ ਵਿੱਚੋਂ ਨਿਕਲ ਗਿਆ ਤਾਂ ਵਿਚਾਰੇ ਹਿੰਦੂਆਂ ਨੂੰ ਕੋਈ ਨਵਾਂ ਹੱਥ ਠੋਕਾ ਲੱਭਣਾ ਪਵੇਗਾ। [774, 131, 960, 1126]
binder-hole [960, 208, 978, 226]
column-divider [770, 60, 771, 1484]
column-text: ਕਸ਼ਮੀਰ ਵਿੱਚ ਪੈਰ ਨਾ ਲੱਗ ਸਕੇ। ਹਿੰਦੂ ਕਾਂਗਰਸ ਨੂੰ ਅਹਿਸਾਸ ਹੋ ਗਿਆ ਕਿ ਏਡੇ ਤਾਕਤਵਰ ਸ਼ੇਰ ਨੂੰ ਸਾਥੀ ਬਣਾਉਣ ਨਾਲ, ਅੰਗਰੇਜ਼ ਨਾਲ ਲੜਨਾ ਸੌਖਾ ਰਹੇਗਾ। ਜਵਾਹਰ ਲਾਲ ਨਹਿਰੂ ਨੇ ਉਸ ਨੂੰ ਜੱਫੀ ਪਾ ਲਈ, ਪਰ ਸ਼ੇਰ ਕਸ਼ਮੀਰ ਤਾਂ ਬ੍ਰਾਹਮਣੀ ਚਾਲਾਂ ਤੋਂ ਨਾਵਾਕਫ਼ ਸੀ। ਉਸ ਨੇ ਭਰਪੂਰ ਦੋਸਤੀ ਤੇ ਨਿਭਾਇਆ ਕਿ ਅਕਤੂਬਰ 1947 ਦੇ ਪਾਕਿਸਤਾਨੀ ਤੇ ਕਬਾਇਲੀ ਹਮਲੇ ਨੂੰ ਰੋਕ ਕੇ, ਮਹਾਰਾਜੀ ਫ਼ਰਾਵਾਂ ਦੇ ਮੁਕਾਬਲੇ ਬ੍ਰਾਹਮਣਵਾਦੀਆਂ ਨਾਲ ਹੱਥ ਮਿਲਾਇਆ। ਇਸ ਚੱਕ ਨੂੰ ਜਵਾਹਰ ਲਾਲ ਨੇ ਏਨਾ ਘੁੱਟਿਆ ਕਿ ਇਸ ਸ਼ੇਰ ਨੂੰ 1953 ਵਿੱਚ ਪਿੰਜਰੇ (ਜੇਲ੍ਹਖਾਨੇ) ਡੱਕ ਦਿੱਤਾ। ਹਾਲੇ ਕਸ਼ਮੀਰੀਆਂ ਨੇ ਮੁਜ਼ਾਹਰੇ ਕੀਤੇ ਜਾਂ 'ਸ਼ੇਰ' ਦੇ 'ਦੋਸਤ', [228, 141, 408, 331]
section-heading-text: ਇਕ ਵਿਅੰਗ [80, 86, 178, 112]
portrait-photo-3 [341, 369, 485, 577]
article-column-6 [238, 616, 414, 1484]
article-column-4-continued [606, 370, 768, 1494]
column-divider [418, 616, 419, 1484]
section-heading-satire [54, 64, 204, 134]
column-divider [602, 370, 603, 1484]
